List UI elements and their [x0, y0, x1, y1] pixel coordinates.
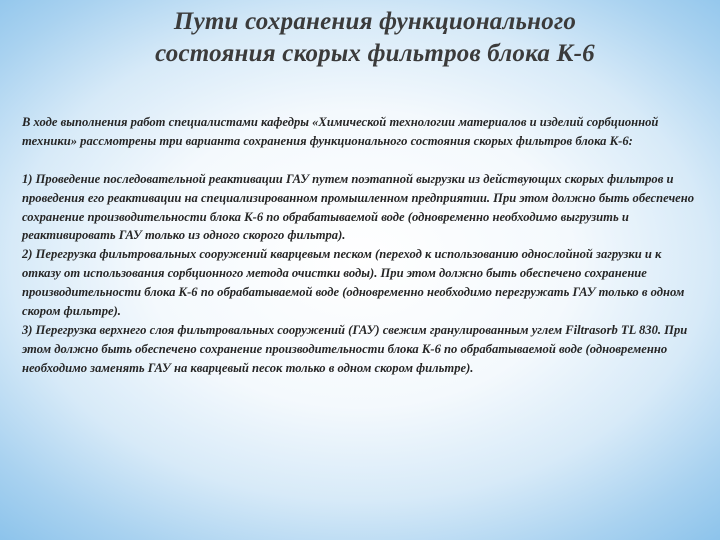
slide-title [60, 6, 690, 70]
title-line-1: Пути сохранения функционального [173, 8, 577, 35]
list-item-2: 2) Перегрузка фильтровальных сооружений кварцевым песком (переход к использованию однослойной загрузки и к отказу от использования сорбционного метода очистки воды). При этом должно быть обеспечено сохранение производительности блока К-6 по обрабатываемой воде (одновременно необходимо перегружать ГАУ только в одном скором фильтре). [22, 247, 685, 319]
list-item-3: 3) Перегрузка верхнего слоя фильтровальных сооружений (ГАУ) свежим гранулированным углем Filtrasorb TL 830. При этом должно быть обеспечено сохранение производительности блока К-6 по обрабатываемой воде (одновременно необходимо заменять ГАУ на кварцевый песок только в одном скором фильтре). [22, 322, 688, 375]
slide-body [22, 113, 698, 378]
list-item-1: 1) Проведение последовательной реактивации ГАУ путем поэтапной выгрузки из действующих скорых фильтров и проведения его реактивации на специализированном промышленном предприятии. При этом должно быть обеспечено сохранение производительности блока К-6 по обрабатываемой воде (одновременно необходимо выгрузить и реактивировать ГАУ только из одного скорого фильтра). [22, 171, 695, 243]
intro-paragraph: В ходе выполнения работ специалистами кафедры «Химической технологии материалов и изделий сорбционной техники» рассмотрены три варианта сохранения функционального состояния скорых фильтров блока К-6: [22, 115, 659, 148]
title-line-2: состояния скорых фильтров блока К-6 [155, 40, 595, 67]
